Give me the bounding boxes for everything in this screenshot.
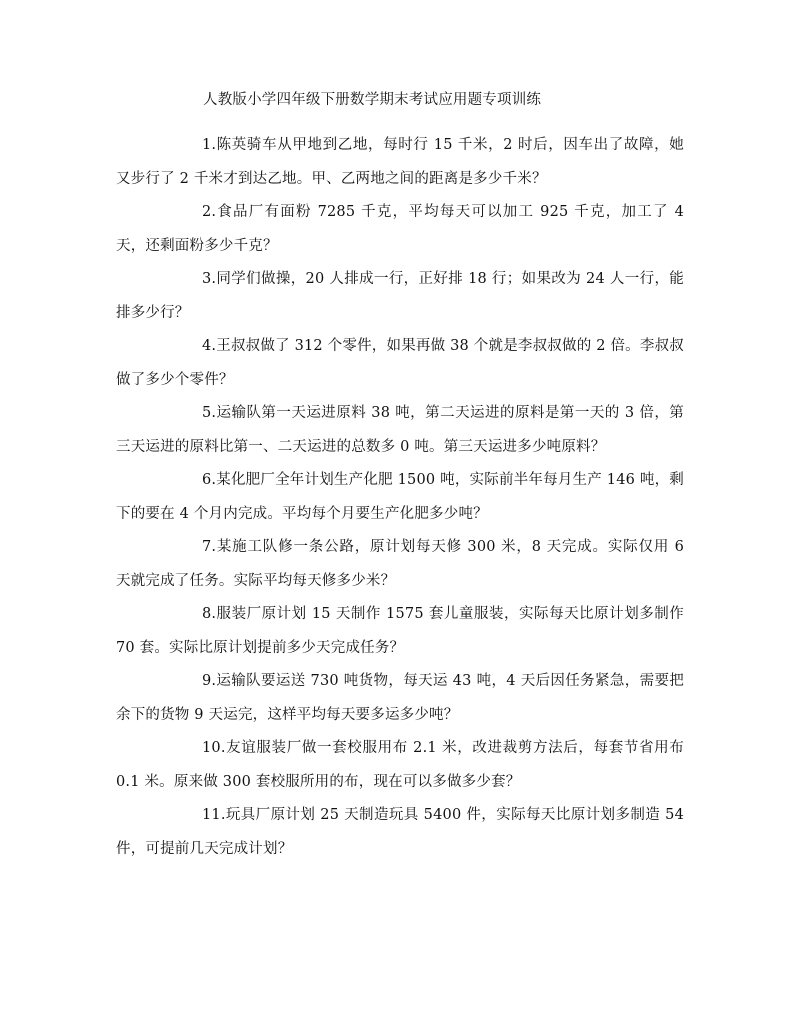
problem-2: 2.食品厂有面粉 7285 千克，平均每天可以加工 925 千克，加工了 4 天，还剩面粉多少千克？ (116, 204, 684, 254)
problem-10: 10.友谊服装厂做一套校服用布 2.1 米，改进裁剪方法后，每套节省用布 0.1 米。原来做 300 套校服所用的布，现在可以多做多少套？ (116, 740, 684, 790)
problem-9: 9.运输队要运送 730 吨货物，每天运 43 吨，4 天后因任务紧急，需要把余下的货物 9 天运完，这样平均每天要多运多少吨？ (116, 673, 684, 723)
problem-1: 1.陈英骑车从甲地到乙地，每时行 15 千米，2 时后，因车出了故障，她又步行了 2 千米才到达乙地。甲、乙两地之间的距离是多少千米？ (116, 137, 684, 187)
problem-8: 8.服装厂原计划 15 天制作 1575 套儿童服装，实际每天比原计划多制作 70 套。实际比原计划提前多少天完成任务？ (116, 606, 684, 656)
problem-11: 11.玩具厂原计划 25 天制造玩具 5400 件，实际每天比原计划多制造 54 件，可提前几天完成计划？ (116, 807, 684, 857)
problem-5: 5.运输队第一天运进原料 38 吨，第二天运进的原料是第一天的 3 倍，第三天运进的原料比第一、二天运进的总数多 0 吨。第三天运进多少吨原料？ (116, 405, 684, 455)
problem-list (116, 129, 684, 866)
document-title: 人教版小学四年级下册数学期末考试应用题专项训练 (203, 92, 542, 108)
problem-7: 7.某施工队修一条公路，原计划每天修 300 米，8 天完成。实际仅用 6 天就完成了任务。实际平均每天修多少米？ (116, 539, 684, 589)
problem-3: 3.同学们做操，20 人排成一行，正好排 18 行；如果改为 24 人一行，能排多少行？ (116, 271, 684, 321)
problem-4: 4.王叔叔做了 312 个零件，如果再做 38 个就是李叔叔做的 2 倍。李叔叔做了多少个零件？ (116, 338, 684, 388)
problem-6: 6.某化肥厂全年计划生产化肥 1500 吨，实际前半年每月生产 146 吨，剩下的要在 4 个月内完成。平均每个月要生产化肥多少吨？ (116, 472, 684, 522)
